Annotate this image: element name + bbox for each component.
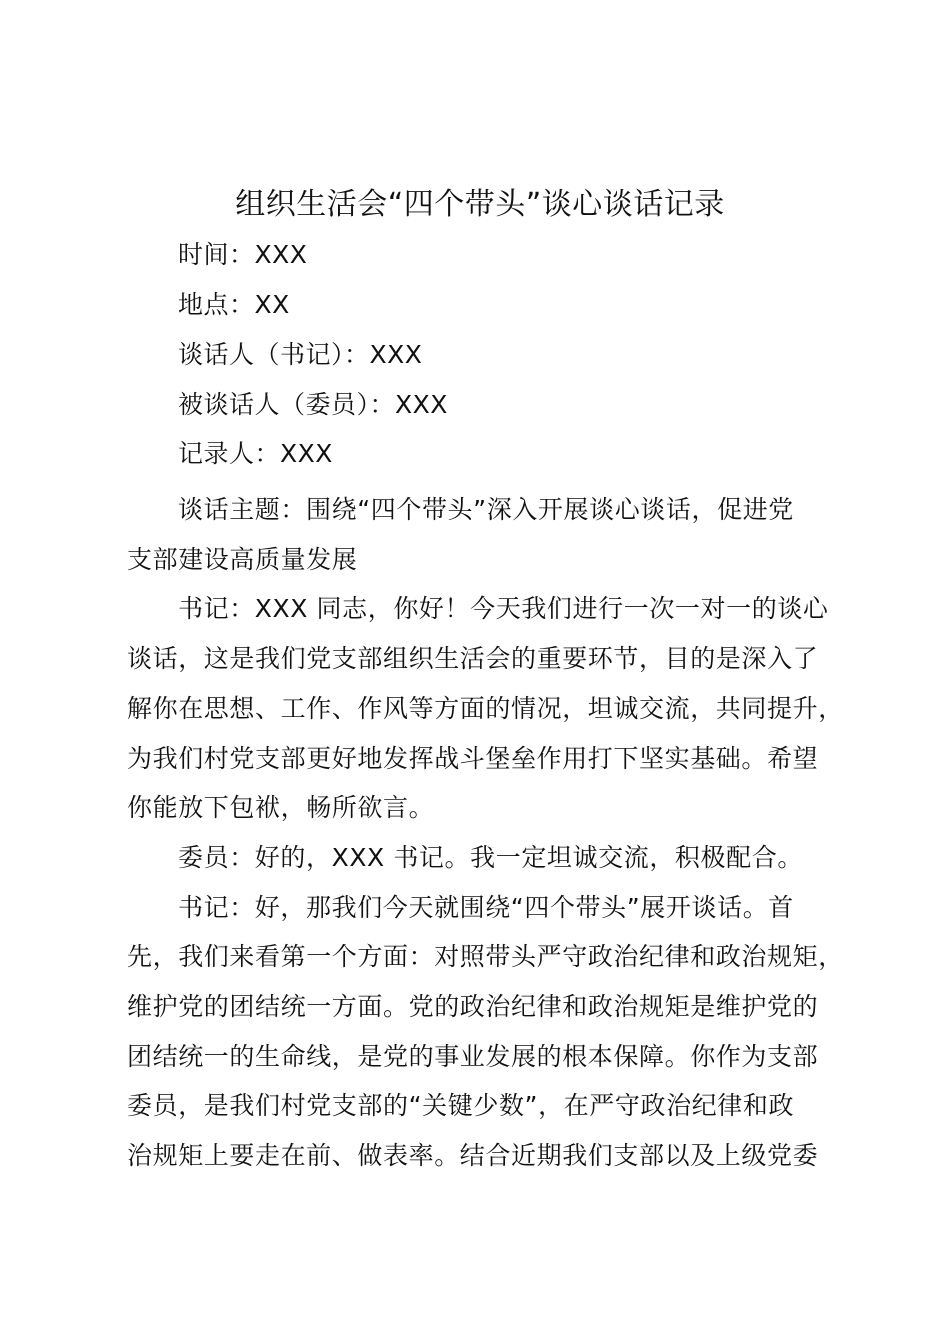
paragraph-secretary-opening bbox=[127, 584, 844, 833]
meta-interviewer: 谈话人（书记）：XXX bbox=[178, 340, 423, 369]
text-line: 谈话主题：围绕“四个带头”深入开展谈心谈话，促进党 bbox=[178, 495, 794, 524]
text-line: 为我们村党支部更好地发挥战斗堡垒作用打下坚实基础。希望 bbox=[127, 743, 819, 773]
text-line: 你能放下包袱，畅所欲言。 bbox=[127, 793, 435, 823]
paragraph-secretary-topic-one bbox=[127, 883, 844, 1181]
text-line: 书记：好，那我们今天就围绕“四个带头”展开谈话。首 bbox=[178, 892, 794, 922]
text-line: 谈话，这是我们党支部组织生活会的重要环节，目的是深入了 bbox=[127, 644, 819, 674]
paragraph-topic bbox=[127, 485, 837, 584]
text-line: 团结统一的生命线，是党的事业发展的根本保障。你作为支部 bbox=[127, 1041, 819, 1071]
text-line: 治规矩上要走在前、做表率。结合近期我们支部以及上级党委 bbox=[127, 1141, 819, 1171]
text-line: 先，我们来看第一个方面：对照带头严守政治纪律和政治规矩， bbox=[127, 942, 844, 972]
text-line: 维护党的团结统一方面。党的政治纪律和政治规矩是维护党的 bbox=[127, 992, 819, 1022]
text-line: 支部建设高质量发展 bbox=[127, 544, 358, 574]
text-line: 书记：XXX 同志，你好！今天我们进行一次一对一的谈心 bbox=[178, 594, 829, 624]
text-line: 委员：好的，XXX 书记。我一定坦诚交流，积极配合。 bbox=[178, 842, 803, 872]
meta-recorder: 记录人：XXX bbox=[178, 439, 333, 468]
paragraph-member-reply bbox=[127, 833, 837, 883]
meta-place: 地点：XX bbox=[178, 290, 290, 319]
meta-time: 时间：XXX bbox=[178, 240, 308, 269]
text-line: 解你在思想、工作、作风等方面的情况，坦诚交流，共同提升， bbox=[127, 693, 844, 723]
document-body bbox=[127, 485, 844, 1181]
meta-interviewee: 被谈话人（委员）：XXX bbox=[178, 390, 448, 419]
text-line: 委员，是我们村党支部的“关键少数”，在严守政治纪律和政 bbox=[127, 1091, 795, 1121]
document-title: 组织生活会“四个带头”谈心谈话记录 bbox=[235, 187, 725, 222]
